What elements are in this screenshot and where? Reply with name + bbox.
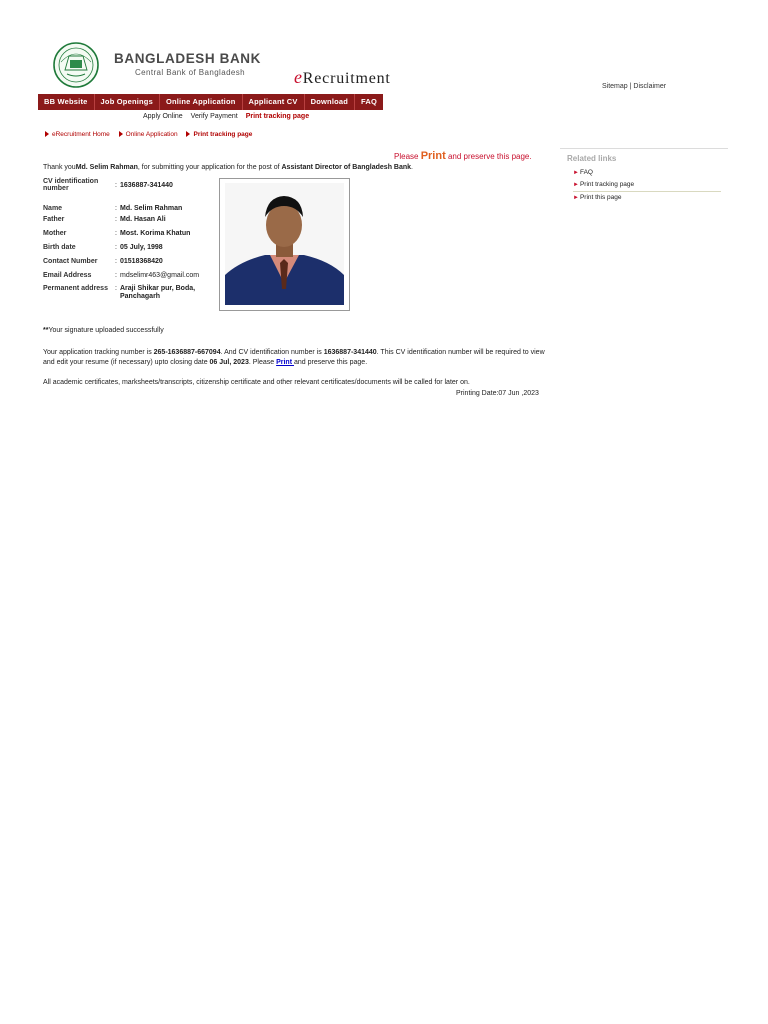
erecruitment-rest: Recruitment [302,70,391,87]
bank-name: BANGLADESH BANK [114,51,261,66]
cv-id-number: 1636887-341440 [323,349,377,356]
please-print-notice [394,150,532,162]
info-value: Md. Hasan Ali [120,216,166,223]
bank-subtitle: Central Bank of Bangladesh [135,68,246,77]
signature-message [43,327,164,334]
table-row [43,244,210,258]
breadcrumb-erecruitment-home[interactable]: eRecruitment Home [52,131,110,138]
closing-date: 06 Jul, 2023 [209,358,249,366]
bullet-icon: ► [573,170,579,176]
top-links [602,83,666,90]
related-item-print-page[interactable] [573,194,622,201]
related-item-label: Print tracking page [579,181,635,188]
signature-stars: ** [43,327,49,334]
info-label: Contact Number [43,258,98,265]
please-post: and preserve this page. [445,152,532,161]
tracking-text-5: and preserve this page. [293,358,368,366]
colon: : [115,244,117,251]
triangle-right-icon [186,131,190,137]
colon: : [115,285,117,292]
colon: : [115,182,117,189]
signature-text: Your signature uploaded successfully [48,327,164,334]
related-item-divider [573,191,721,192]
table-row [43,202,210,216]
related-item-print-tracking[interactable] [573,181,634,188]
related-item-label: Print this page [579,194,622,201]
thanks-pre: Thank you [43,164,76,171]
related-item-label: FAQ [579,169,593,176]
triangle-right-icon [45,131,49,137]
certificates-note: All academic certificates, marksheets/transcripts, citizenship certificate and other relevant certificates/documents will be called for later on. [43,379,470,386]
erecruitment-e: e [294,67,303,87]
bangladesh-bank-logo [53,42,99,88]
tracking-number: 265-1636887-667094 [153,349,221,356]
colon: : [115,205,117,212]
table-row [43,216,210,230]
main-nav [38,94,383,110]
applicant-name: Md. Selim Rahman [75,164,138,171]
nav-online-application[interactable]: Online Application [160,94,243,110]
breadcrumb [43,131,252,138]
colon: : [115,230,117,237]
table-row [43,230,210,244]
info-value: Araji Shikar pur, Boda, Panchagarh [120,285,196,300]
info-label: Permanent address [43,285,108,292]
nav-faq[interactable]: FAQ [361,97,378,106]
info-value: Md. Selim Rahman [120,205,183,212]
table-row [43,285,210,301]
tracking-paragraph [43,348,549,367]
info-label: CV identification number [43,178,99,192]
sub-nav [143,113,315,120]
breadcrumb-online-application[interactable]: Online Application [125,131,178,138]
nav-bb-website[interactable]: BB Website [38,94,95,110]
disclaimer-link[interactable]: Disclaimer [633,83,667,90]
tracking-text-1: Your application tracking number is [43,349,154,356]
bullet-icon: ► [573,182,579,188]
info-label: Father [43,216,65,223]
info-value: mdselimr463@gmail.com [120,272,200,279]
colon: : [115,258,117,265]
print-link-inline[interactable]: Print [276,358,294,366]
info-value: Most. Korima Khatun [120,230,191,237]
table-row [43,178,210,202]
subnav-print-tracking-page[interactable]: Print tracking page [245,113,310,120]
table-row [43,272,210,285]
subnav-verify-payment[interactable]: Verify Payment [190,113,238,120]
printing-date: Printing Date:07 Jun ,2023 [456,390,539,397]
tracking-text-2: . And CV identification number is [220,349,324,356]
related-links-title: Related links [567,154,617,163]
info-label: Name [43,205,63,212]
thanks-end: . [411,164,413,171]
nav-download[interactable]: Download [305,94,355,110]
bullet-icon: ► [573,195,579,201]
top-links-separator: | [627,83,634,90]
sitemap-link[interactable]: Sitemap [602,83,628,90]
applicant-photo [219,178,350,311]
print-link[interactable]: Print [420,150,446,162]
table-row [43,258,210,272]
thanks-mid: , for submitting your application for the post of [137,164,282,171]
applicant-info-table [43,178,210,301]
thank-you-message [43,164,413,171]
colon: : [115,216,117,223]
colon: : [115,272,117,279]
subnav-apply-online[interactable]: Apply Online [143,113,183,120]
info-value: 05 July, 1998 [120,244,163,251]
info-label: Mother [43,230,67,237]
info-label: Birth date [43,244,76,251]
tracking-text-3: . This CV identification number will be required to view and edit your resume (if necessary) upto closing date [43,349,545,366]
triangle-right-icon [119,131,123,137]
related-item-faq[interactable] [573,169,593,176]
erecruitment-title [294,67,391,88]
breadcrumb-current: Print tracking page [193,131,253,138]
nav-job-openings[interactable]: Job Openings [95,94,160,110]
post-title: Assistant Director of Bangladesh Bank [281,164,412,171]
related-divider [560,148,728,149]
please-pre: Please [394,152,421,161]
info-label: Email Address [43,272,92,279]
info-value: 01518368420 [120,258,163,265]
nav-applicant-cv[interactable]: Applicant CV [243,94,305,110]
info-value: 1636887-341440 [120,182,173,189]
tracking-text-4: . Please [248,358,277,366]
